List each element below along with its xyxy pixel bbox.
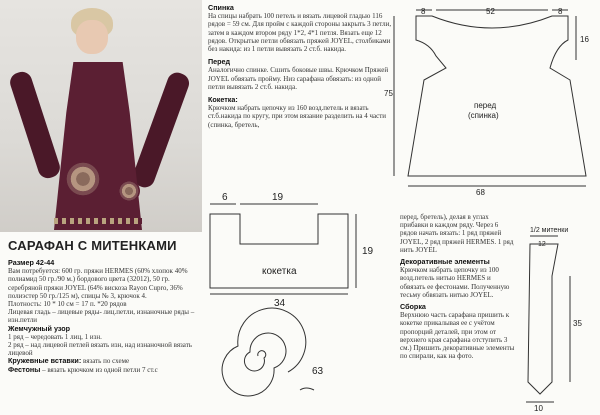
back-text: На спицы набрать 100 петель и вязать лицевой гладью 116 рядов = 59 см. Для пройм с каждой стороны закрыть 3 петли, затем в каждом втором ряду 1*2, 4*1 петля. Вязать еще 12 рядов. Открытые петли обвязать пряжей JOYEL, столбиками без накида: из 1 петли вывязать 2 ст.б. накида. [208, 12, 392, 54]
dim-bottom-label: 68 [476, 188, 485, 197]
rose-spiral [222, 308, 306, 396]
dim-right-upper-label: 16 [580, 35, 589, 44]
koketka-dim-bottom-label: 34 [274, 298, 286, 309]
koketka-dim-top-label: 19 [272, 192, 284, 203]
body-label-1: перед [474, 101, 497, 110]
lace-text: вязать по схеме [83, 357, 130, 366]
rose-tail [300, 388, 314, 390]
pattern-title: САРАФАН С МИТЕНКАМИ [8, 238, 177, 253]
pearl-heading: Жемчужный узор [8, 323, 71, 333]
mitten-dim-side-label: 35 [573, 319, 582, 328]
festoon-heading: Фестоны [8, 364, 41, 374]
koketka-dim-right-label: 19 [362, 246, 374, 257]
body-outline [408, 16, 586, 176]
koketka-heading: Кокетка: [208, 95, 238, 105]
deco-text: Крючком набрать цепочку из 100 возд.петель нитью HERMES и обвязать ее фестонами. Полученную тесьму обвязать нитью JOYEL. [400, 266, 510, 299]
festoon-text: – вязать крючком из одной петли 7 ст.с [42, 365, 158, 374]
dim-height-label: 75 [384, 89, 393, 98]
koketka-text: Крючком набрать цепочку из 160 возд.петель и вязать ст.б.накида по кругу, при этом вязание разделить на 4 части (спинка, бретель, [208, 104, 387, 129]
koketka-label: кокетка [262, 266, 297, 277]
stitch-note: Лицевая гладь – лицевые ряды- лиц.петли, изнаночные ряды – изн.петли [8, 308, 195, 325]
dim-top-left-label: 8 [421, 7, 426, 16]
mitten-label: 1/2 митенки [530, 227, 569, 234]
koketka-dim-left-label: 6 [222, 192, 228, 203]
pearl-row-2: 2 ряд – над лицевой петлей вязать изн, над изнаночной вязать лицевой [8, 341, 192, 358]
deco-heading: Декоративные элементы [400, 257, 490, 267]
dim-top-right-label: 8 [558, 7, 563, 16]
back-heading: Спинка [208, 3, 234, 12]
lace-heading: Кружевные вставки: [8, 356, 82, 366]
materials-text: Вам потребуется: 600 гр. пряжи HERMES (60% хлопок 40% полиамид 50 гр./90 м.) бордового цвета (32012), 50 гр. серебряной пряжи JOYEL (64% вискоза Rayon Cupro, 36% полиэстер 50 гр./125 м), спицы № 3, крючок 4. [8, 267, 188, 300]
pearl-row-1: 1 ряд – чередовать 1 лиц, 1 изн. [8, 332, 102, 341]
mitten-outline [528, 244, 558, 394]
front-text: Аналогично спинке. Сшить боковые швы. Крючком Пряжей JOYEL обвязать пройму. Низ сарафана обвязать: из одной петли вывязать 2 ст.б. накида. [208, 66, 389, 91]
mitten-dim-bottom-label: 10 [534, 404, 543, 413]
density-text: Плотность: 10 * 10 см = 17 п. *20 рядов [8, 300, 127, 309]
assembly-text: Верхнюю часть сарафана пришить к кокетке прикалывая ее с учётом пропорций деталей, при этом от верхнего края сарафана отступить 3 см.) Пришить декоративные элементы по спирали, как на фото. [400, 311, 515, 361]
rose-dim-label: 63 [312, 366, 324, 377]
mitten-dim-top-label: 12 [538, 241, 546, 248]
front-heading: Перед [208, 57, 231, 67]
koketka-continued: перед, бретель), делая в углах прибавки в каждом ряду. Через 6 рядов начать вязать: 1 ряд пряжей JOYEL, 2 ряд пряжей HERMES. 1 ряд нить JOYEL [400, 213, 514, 254]
size-heading: Размер 42-44 [8, 258, 55, 267]
body-label-2: (спинка) [468, 111, 499, 120]
assembly-heading: Сборка [400, 302, 426, 312]
dim-top-label: 52 [486, 7, 495, 16]
